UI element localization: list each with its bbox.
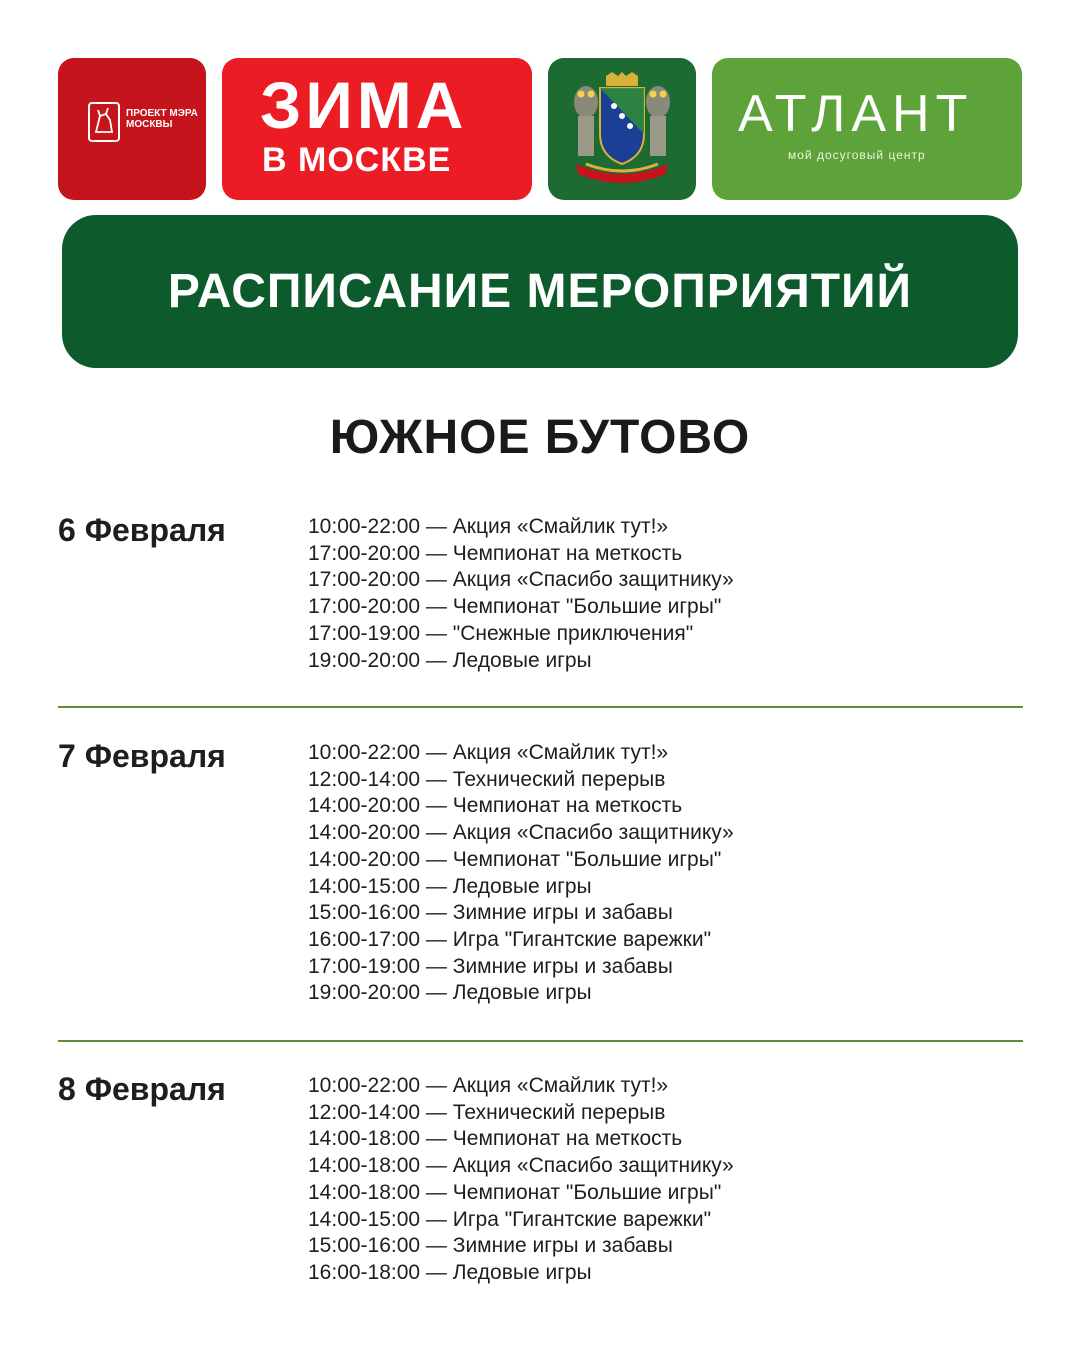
mayor-project-text: ПРОЕКТ МЭРА МОСКВЫ <box>126 108 198 130</box>
mayor-project-logo <box>58 58 206 200</box>
atlant-logo <box>712 58 1022 200</box>
event-item: 14:00-18:00 — Чемпионат "Большие игры" <box>308 1180 722 1204</box>
event-item: 12:00-14:00 — Технический перерыв <box>308 767 666 791</box>
event-item: 19:00-20:00 — Ледовые игры <box>308 648 592 672</box>
coat-of-arms-icon <box>566 72 678 186</box>
atlant-title: АТЛАНТ <box>738 85 974 143</box>
event-item: 14:00-20:00 — Акция «Спасибо защитнику» <box>308 821 734 845</box>
district-coat-logo <box>548 58 696 200</box>
day-label: 6 Февраля <box>58 512 226 548</box>
event-item: 16:00-17:00 — Игра "Гигантские варежки" <box>308 927 712 951</box>
events-list <box>308 514 734 674</box>
day-section <box>58 1071 1023 1311</box>
event-item: 14:00-18:00 — Чемпионат на меткость <box>308 1127 683 1151</box>
event-item: 15:00-16:00 — Зимние игры и забавы <box>308 1234 673 1258</box>
zima-subtitle: В МОСКВЕ <box>262 141 452 179</box>
event-item: 14:00-20:00 — Чемпионат на меткость <box>308 794 683 818</box>
event-item: 10:00-22:00 — Акция «Смайлик тут!» <box>308 1074 669 1097</box>
logos-row <box>58 58 1022 200</box>
events-list <box>308 740 734 1007</box>
event-item: 17:00-19:00 — "Снежные приключения" <box>308 621 694 645</box>
zima-v-moskve-logo <box>222 58 532 200</box>
event-item: 17:00-20:00 — Чемпионат "Большие игры" <box>308 595 722 619</box>
day-section <box>58 738 1023 1028</box>
event-item: 15:00-16:00 — Зимние игры и забавы <box>308 901 673 925</box>
event-item: 17:00-20:00 — Чемпионат на меткость <box>308 541 683 565</box>
day-divider <box>58 706 1023 708</box>
event-item: 14:00-18:00 — Акция «Спасибо защитнику» <box>308 1154 734 1178</box>
schedule-banner <box>62 215 1018 368</box>
day-label: 8 Февраля <box>58 1071 226 1107</box>
event-item: 14:00-15:00 — Игра "Гигантские варежки" <box>308 1207 712 1231</box>
event-item: 14:00-20:00 — Чемпионат "Большие игры" <box>308 847 722 871</box>
district-title: ЮЖНОЕ БУТОВО <box>329 411 751 464</box>
event-item: 19:00-20:00 — Ледовые игры <box>308 981 592 1005</box>
day-label: 7 Февраля <box>58 738 226 774</box>
day-divider <box>58 1040 1023 1042</box>
event-item: 10:00-22:00 — Акция «Смайлик тут!» <box>308 515 669 538</box>
event-item: 12:00-14:00 — Технический перерыв <box>308 1100 666 1124</box>
day-section <box>58 512 1023 692</box>
event-item: 17:00-19:00 — Зимние игры и забавы <box>308 954 673 978</box>
event-item: 16:00-18:00 — Ледовые игры <box>308 1260 592 1284</box>
event-item: 17:00-20:00 — Акция «Спасибо защитнику» <box>308 568 734 592</box>
event-item: 10:00-22:00 — Акция «Смайлик тут!» <box>308 741 669 764</box>
banner-title: РАСПИСАНИЕ МЕРОПРИЯТИЙ <box>167 265 913 318</box>
zima-title: ЗИМА <box>260 68 468 142</box>
atlant-subtitle: мой досуговый центр <box>788 148 926 162</box>
events-list <box>308 1073 734 1287</box>
event-item: 14:00-15:00 — Ледовые игры <box>308 874 592 898</box>
moscow-emblem-icon <box>88 102 120 142</box>
